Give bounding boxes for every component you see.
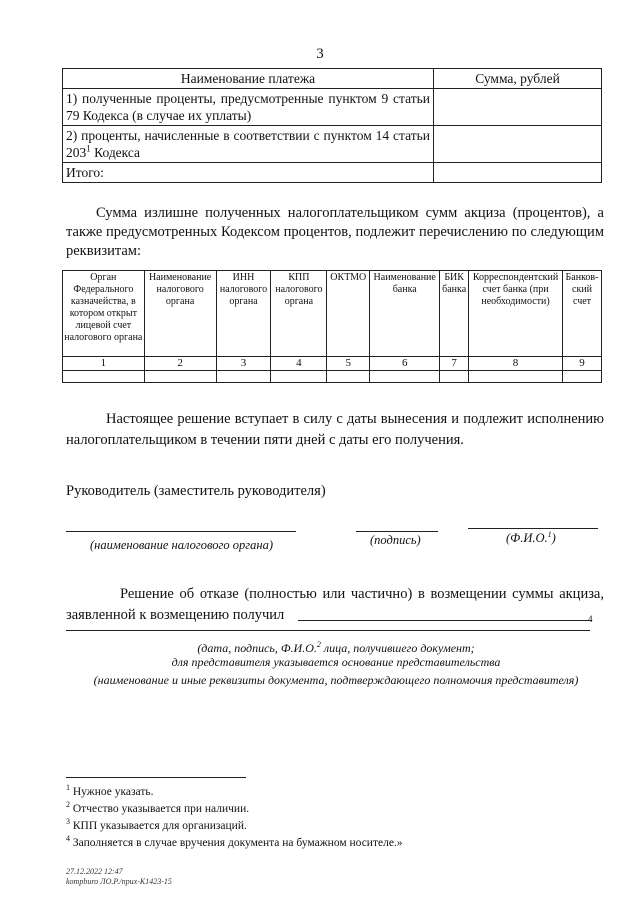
paragraph-refusal: Решение об отказе (полностью или частично) в возмещении суммы акциза, заявленной к возмещению получил — [66, 586, 604, 623]
req-num-3: 3 — [216, 357, 271, 371]
signature-line — [356, 531, 438, 532]
payment-total: Итого: — [63, 163, 434, 183]
received-line-2 — [66, 630, 590, 631]
fio-line — [468, 528, 598, 529]
req-num-5: 5 — [327, 357, 370, 371]
req-num-8: 8 — [469, 357, 563, 371]
req-num-1: 1 — [63, 357, 145, 371]
paragraph-effective: Настоящее решение вступает в силу с даты вынесения и подлежит исполнению налогоплательщиком в течении пяти дней с даты его получения. — [66, 411, 604, 448]
footnote-4: $^4$ Заполняется в случае вручения документа на бумажном носителе.» — [66, 834, 403, 849]
caption-organ: (наименование налогового органа) — [90, 538, 273, 552]
receipt-caption-1: (дата, подпись, Ф.И.О.$^2$ лица, получившего документ; — [197, 640, 475, 655]
payment-row-2-sum — [434, 126, 602, 163]
footnote-3: $^3$ КПП указывается для организаций. — [66, 817, 247, 832]
received-line — [298, 620, 592, 621]
req-num-7: 7 — [440, 357, 469, 371]
req-header-3: ИНН налогового органа — [216, 271, 271, 357]
caption-fio: (Ф.И.О.$^1$) — [506, 530, 556, 546]
payment-table — [62, 68, 602, 183]
req-header-7: БИК банка — [440, 271, 469, 357]
footnote-1: $^1$ Нужное указать. — [66, 783, 154, 798]
req-num-4: 4 — [271, 357, 327, 371]
req-num-6: 6 — [370, 357, 440, 371]
req-header-1: Орган Федерального казначейства, в котором открыт лицевой счет налогового органа — [63, 271, 145, 357]
col-sum: Сумма, рублей — [434, 69, 602, 89]
footnote-2: $^2$ Отчество указывается при наличии. — [66, 800, 250, 815]
req-header-2: Наименование налогового органа — [144, 271, 216, 357]
footnote-divider — [66, 777, 246, 778]
receipt-caption-2: для представителя указывается основание представительства — [171, 655, 501, 669]
footnote-ref-4: 4 — [588, 614, 593, 624]
col-payment-name: Наименование платежа — [63, 69, 434, 89]
requisites-table — [62, 270, 602, 383]
payment-row-1-sum — [434, 89, 602, 126]
req-blank-row — [63, 371, 602, 383]
req-header-5: ОКТМО — [327, 271, 370, 357]
req-num-2: 2 — [144, 357, 216, 371]
req-header-6: Наименование банка — [370, 271, 440, 357]
caption-signature: (подпись) — [370, 533, 421, 547]
paragraph-requisites: Сумма излишне полученных налогоплательщиком сумм акциза (процентов), а также предусмотренных Кодексом процентов, подлежит перечислению по следующим реквизитам: — [66, 205, 604, 259]
print-source: kompburo ЛО.Р./приx-K1423-15 — [66, 877, 172, 886]
print-date: 27.12.2022 12:47 — [66, 867, 123, 876]
head-label: Руководитель (заместитель руководителя) — [66, 483, 326, 499]
receipt-caption-3: (наименование и иные реквизиты документа, подтверждающего полномочия представителя) — [93, 673, 579, 687]
payment-row-2: 2) проценты, начисленные в соответствии с пунктом 14 статьи $203^1$ Кодекса — [63, 126, 434, 163]
page-number: 3 — [316, 46, 324, 62]
req-header-8: Корреспондентский счет банка (при необходимости) — [469, 271, 563, 357]
payment-total-sum — [434, 163, 602, 183]
req-header-4: КПП налогового органа — [271, 271, 327, 357]
organ-line — [66, 531, 296, 532]
req-header-9: Банков-ский счет — [563, 271, 602, 357]
req-num-9: 9 — [563, 357, 602, 371]
payment-row-1: 1) полученные проценты, предусмотренные пунктом 9 статьи 79 Кодекса (в случае их уплаты) — [63, 89, 434, 126]
